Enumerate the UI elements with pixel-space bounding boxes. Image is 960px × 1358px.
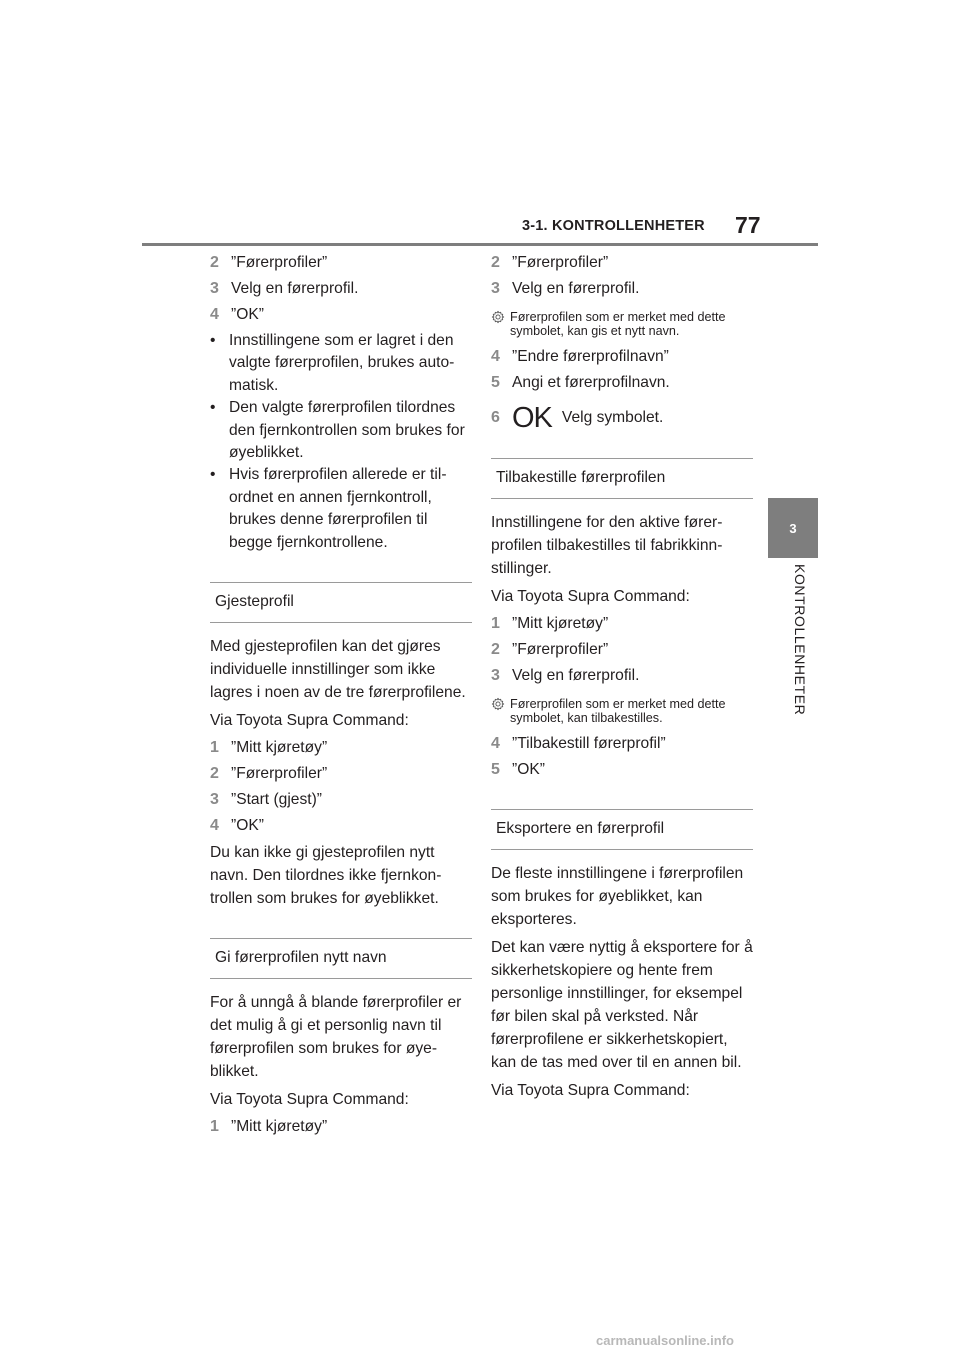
step [491,372,753,394]
step-text: ”Førerprofiler” [231,254,328,271]
step-text: ”Mitt kjøretøy” [231,1118,328,1136]
step-number: 6 [491,409,500,426]
step-text: ”Førerprofiler” [512,641,609,658]
paragraph: Innstillingene for den aktive førerprofilen tilbakestilles til fabrikkinnstillinger. [491,514,723,577]
step-number: 5 [491,761,500,778]
step-text: ”Tilbakestill førerprofil” [512,735,666,752]
step-text: Angi et førerprofilnavn. [512,374,670,391]
step-number: 2 [210,254,219,271]
right-column [491,252,753,1107]
section-heading-export: Eksportere en førerprofil [491,809,753,850]
bullet-item: • Innstillingene som er lagret i den valgte førerprofilen, brukes automatisk. [210,330,472,397]
paragraph: Via Toyota Supra Command: [491,588,690,605]
step-number: 2 [210,765,219,783]
step-text: ”Førerprofiler” [231,765,328,783]
step [491,639,753,661]
step-number: 3 [491,280,500,297]
step-text: ”OK” [231,817,264,835]
step [491,252,753,274]
step [210,789,472,811]
note [491,310,753,338]
step [491,665,753,687]
step-text: ”Førerprofiler” [512,254,609,271]
footer-watermark: carmanualsonline.info [596,1333,734,1348]
paragraph: For å unngå å blande førerprofiler er det mulig å gi et personlig navn til førerprofilen som brukes for øyeblikket. [210,994,462,1081]
paragraph: Via Toyota Supra Command: [210,1091,409,1109]
step [491,346,753,368]
bullet-list [210,330,472,554]
step-number: 5 [491,374,500,391]
step [491,613,753,635]
step-text: Velg en førerprofil. [512,280,640,297]
header-divider [142,243,818,246]
step [210,763,472,785]
step-number: 4 [491,735,500,752]
step [491,733,753,755]
note-text: Førerprofilen som er merket med dette symbolet, kan tilbakestilles. [510,697,726,725]
paragraph: Via Toyota Supra Command: [491,1082,690,1099]
page-number: 77 [735,212,761,238]
gear-icon [491,697,505,711]
paragraph: Du kan ikke gi gjesteprofilen nytt navn. Den tilordnes ikke fjernkontrollen som brukes for øyeblikket. [210,844,442,908]
bullet-item: • Den valgte førerprofilen tilordnes den fjernkontrollen som brukes for øyeblikket. [210,397,472,464]
step-list [210,252,472,326]
gear-icon [491,310,505,324]
step-number: 1 [210,1118,219,1136]
step-text: ”OK” [231,306,264,323]
step-text: ”Mitt kjøretøy” [231,739,328,757]
step-number: 3 [210,280,219,297]
paragraph: De fleste innstillingene i førerprofilen som brukes for øyeblikket, kan eksporteres. [491,865,744,928]
note-text: Førerprofilen som er merket med dette symbolet, kan gis et nytt navn. [510,310,726,338]
section-heading-reset: Tilbakestille førerprofilen [491,458,753,499]
step-text: ”OK” [512,761,545,778]
step [491,278,753,300]
step-text: Velg en førerprofil. [231,280,359,297]
step-number: 1 [491,615,500,632]
step-number: 3 [491,667,500,684]
step-text: ”Endre førerprofilnavn” [512,348,669,365]
step [210,278,472,300]
step-text: Velg en førerprofil. [512,667,640,684]
paragraph: Det kan være nyttig å eksportere for å sikkerhetskopiere og hente frem personlige innstillinger, for eksempel før bilen skal på verksted. Når førerprofilene er sikkerhetskopiert, kan de tas med over til en annen bil. [491,939,753,1071]
bullet-item: • Hvis førerprofilen allerede er tilordnet en annen fjernkontroll, brukes denne førerprofilen til begge fjernkontrollene. [210,464,472,554]
ok-symbol-icon: OK [512,402,552,434]
step-number: 4 [210,306,219,323]
step [210,737,472,759]
step-number: 4 [210,817,219,835]
step [210,304,472,326]
paragraph: Via Toyota Supra Command: [210,712,409,730]
step-number: 2 [491,641,500,658]
step [491,402,753,434]
section-title: 3-1. KONTROLLENHETER [522,218,705,234]
step-number: 2 [491,254,500,271]
paragraph: Med gjesteprofilen kan det gjøres individuelle innstillinger som ikke lagres i noen av de tre førerprofilene. [210,638,466,702]
step-number: 3 [210,791,219,809]
section-heading-guest: Gjesteprofil [210,582,472,623]
left-column [210,252,472,1142]
step [491,759,753,781]
step-text: ”Start (gjest)” [231,791,322,809]
section-heading-rename: Gi førerprofilen nytt navn [210,938,472,979]
step [210,815,472,837]
step [210,252,472,274]
step-text: Velg symbolet. [561,409,664,426]
note [491,697,753,725]
step-text: ”Mitt kjøretøy” [512,615,609,632]
step [210,1116,472,1138]
chapter-tab: 3 [768,498,818,558]
chapter-label: KONTROLLENHETER [792,564,808,716]
step-number: 1 [210,739,219,757]
step-number: 4 [491,348,500,365]
